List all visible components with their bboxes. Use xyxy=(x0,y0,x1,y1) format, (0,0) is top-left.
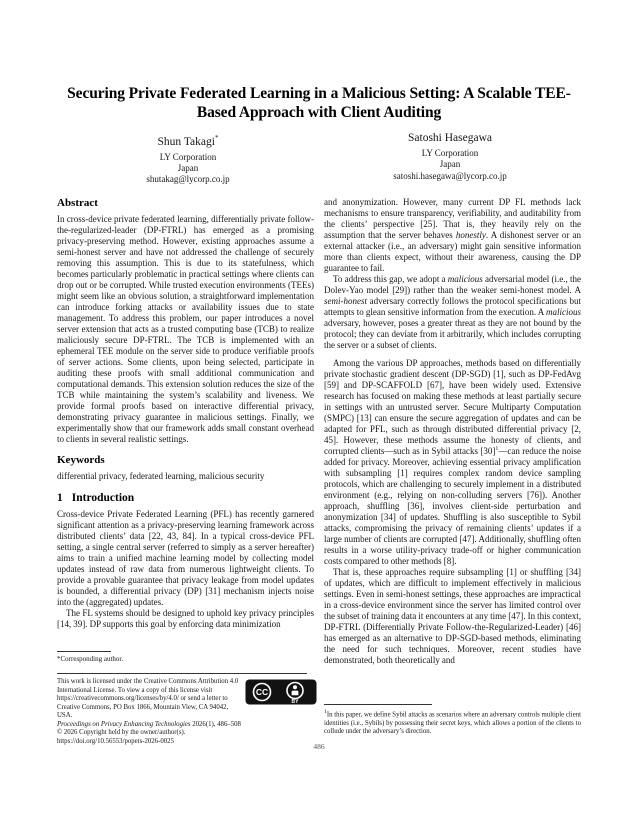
abstract-text: In cross-device private federated learning, differentially private follow-the-regularized-leader (DP-FTRL) has emerged as a promising privacy-preserving method. However, existing approaches assume a semi-honest server and have not addressed the challenge of securely removing this assumption. This is due to its statefulness, which becomes particularly problematic in practical settings where clients can drop out or be corrupted. While trusted execution environments (TEEs) might seem like an obvious solution, a straightforward implementation can introduce forking attacks or availability issues due to state management. To address this problem, our paper introduces a novel server extension that acts as a trusted computing base (TCB) to realize maliciously secure DP-FTRL. The TCB is implemented with an ephemeral TEE module on the server side to produce verifiable proofs of server actions. Some clients, upon being selected, participate in auditing these proofs with small additional communication and computational demands. This extension solution reduces the size of the TCB while maintaining the system’s scalability and liveness. We provide formal proofs based on interactive differential privacy, demonstrating privacy guarantee in malicious settings. Finally, we experimentally show that our framework adds small constant overhead to clients in several realistic settings. xyxy=(57,214,314,444)
author-block-1 xyxy=(57,132,319,185)
abstract-heading: Abstract xyxy=(57,197,98,209)
intro-paragraph-1: Cross-device Private Federated Learning (PFL) has recently garnered significant attention as a privacy-preserving learning framework across distributed clients’ data [22, 43, 84]. In a typical cross-device PFL setting, a single central server (referred to simply as a server hereafter) aims to train a unified machine learning model by collecting model updates instead of raw data from numerous lightweight clients. To provide a provable guarantee that privacy leakage from model updates is bounded, a differential privacy (DP) [31] mechanism injects noise into the (aggregated) updates. xyxy=(57,509,314,607)
authors-row xyxy=(57,132,581,185)
svg-text:BY: BY xyxy=(291,699,299,705)
body-paragraph-3: Among the various DP approaches, methods based on differentially private stochastic gradient descent (DP-SGD) [1], such as DP-FedAvg [59] and DP-SCAFFOLD [67], have been widely used. Extensive research has focused on making these methods at least partially secure in settings with an untrusted server. Secure Multiparty Computation (SMPC) [13] can ensure the secure aggregation of updates and can be adapted for PFL, such as through distributed differential privacy [2, 45]. However, these methods assume the honesty of clients, and corrupted clients—such as in Sybil attacks $[30]^1—can$ reduce the noise added for privacy. Moreover, achieving essential privacy amplification with subsampling [1] requires complex random device sampling protocols, which are challenging to securely implement in a distributed environment (e.g., relying on non-colluding servers [76]). Another approach, shuffling [36], involves client-side perturbation and anonymization [34] of updates. Shuffling is also susceptible to Sybil attacks, compromising the privacy of remaining clients’ updates if a large number of clients are corrupted [47]. Additionally, shuffling often results in a worse utility-privacy trade-off or higher communication costs compared to other methods [8]. xyxy=(324,358,581,566)
author-email: satoshi.hasegawa@lycorp.co.jp xyxy=(393,170,507,181)
license-text xyxy=(57,678,317,746)
author-country: Japan xyxy=(439,158,461,169)
section-title: Introduction xyxy=(71,492,135,504)
sybil-definition-footnote xyxy=(324,704,581,737)
footnote-rule xyxy=(324,704,432,705)
title-block xyxy=(57,85,581,122)
corresponding-author-footnote xyxy=(57,651,314,664)
svg-text:CC: CC xyxy=(255,687,269,697)
section-1-introduction-heading xyxy=(57,492,314,505)
page-number: 486 xyxy=(313,742,325,751)
keywords-heading: Keywords xyxy=(57,454,105,466)
license-body: This work is licensed under the Creative Commons Attribution 4.0 International License. To view a copy of this license visit https://creativecommons.org/licenses/by/4.0/ or send a letter to Creative Commons, PO Box 1866, Mountain View, CA 94042, USA. Proceedings on Privacy Enhancing Technologies 2026(1), 486–508 © 2026 Copyright held by the owner/author(s). https://doi.org/10.56553/popets-2026-0025 xyxy=(57,678,241,745)
body-paragraph-2: To address this gap, we adopt a malicious adversarial model (i.e., the Dolev-Yao model [29]) rather than the weaker semi-honest model. A semi-honest adversary correctly follows the protocol specifications but attempts to glean sensitive information from the execution. A malicious adversary, however, poses a greater threat as they are not bound by the protocol; they can deviate from it arbitrarily, which includes corrupting the server or a subset of clients. xyxy=(324,274,581,350)
author-email: shutakag@lycorp.co.jp xyxy=(146,174,230,185)
left-column xyxy=(57,197,314,630)
sybil-footnote-text: $^1$In this paper, we define Sybil attacks as scenarios where an adversary controls multiple client identities (i.e., Sybils) by possessing their secret keys, which allows a portion of the clients to collude under the adversary’s direction. xyxy=(324,709,581,736)
author-country: Japan xyxy=(177,162,199,173)
author-affiliation: LY Corporation xyxy=(159,151,217,162)
author-affiliation: LY Corporation xyxy=(421,148,479,158)
section-number: 1 xyxy=(57,492,63,504)
right-column xyxy=(324,197,581,666)
paper-title: Securing Private Federated Learning in a Malicious Setting: A Scalable TEE-Based Approach with Client Auditing xyxy=(67,85,571,121)
keywords-text: differential privacy, federated learning, malicious security xyxy=(57,471,265,481)
body-paragraph-4: That is, these approaches require subsampling [1] or shuffling [34] of updates, which are difficult to implement effectively in malicious settings. Even in semi-honest settings, these approaches are impractical in a cross-device environment since the server has limited control over the subset of training data it encounters at any time [47]. In this context, DP-FTRL (Differentially Private Follow-the-Regularized-Leader) [46] has emerged as an alternative to DP-SGD-based methods, eliminating the need for such techniques. Moreover, recent studies have demonstrated, both theoretically and xyxy=(324,567,581,665)
author-name: Satoshi Hasegawa xyxy=(408,132,492,144)
author-name: Shun Takagi* xyxy=(157,134,219,148)
license-rule xyxy=(57,673,307,674)
cc-by-license-icon xyxy=(245,679,317,709)
intro-paragraph-2: The FL systems should be designed to uphold key privacy principles [14, 39]. DP supports this goal by enforcing data minimization xyxy=(57,608,314,629)
corresponding-author-text: *Corresponding author. xyxy=(57,655,124,663)
body-paragraph-1: and anonymization. However, many current DP FL methods lack mechanisms to ensure transparency, verifiability, and auditability from the clients’ perspective [25]. That is, they heavily rely on the assumption that the server behaves honestly. A dishonest server or an external attacker (i.e., an adversary) might gain sensitive information more than clients expect, without their awareness, causing the DP guarantee to fail. xyxy=(324,197,581,273)
author-block-2 xyxy=(319,132,581,185)
license-block xyxy=(57,673,317,746)
footnote-rule xyxy=(57,651,111,652)
